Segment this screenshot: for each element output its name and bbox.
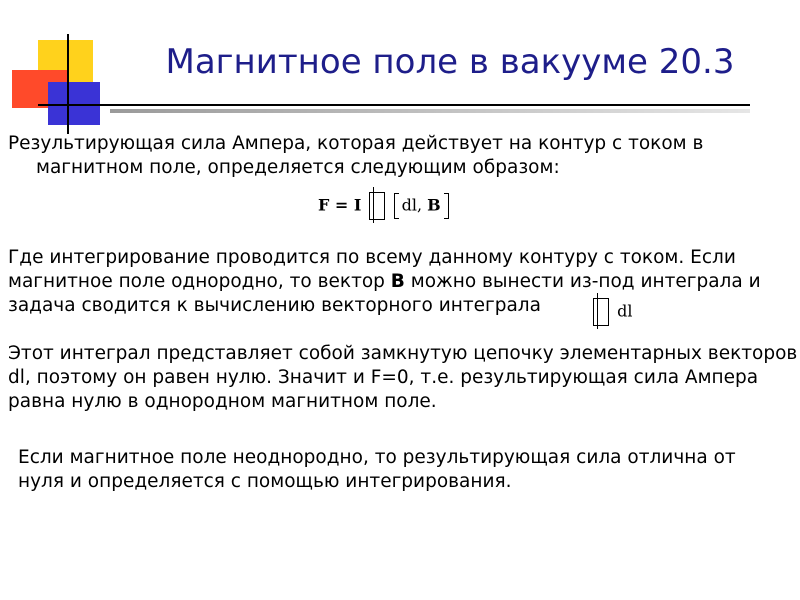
paragraph-nonuniform: Если магнитное поле неоднородно, то результирующая сила отлична от нуля и определяется с помощью интегрирования. <box>18 447 736 492</box>
formula-comma: , <box>416 195 428 215</box>
vector-integral-formula <box>590 298 632 326</box>
bracket-left <box>394 193 399 219</box>
title-underline <box>38 104 750 106</box>
closed-integral-icon <box>369 192 385 220</box>
bracket-right <box>444 193 449 219</box>
paragraph-line: магнитном поле, определяется следующим образом: <box>36 157 560 178</box>
title-underline-shadow <box>110 109 750 113</box>
formula-b: B <box>427 195 441 215</box>
formula-lhs: F = I <box>318 195 362 215</box>
ampere-force-formula <box>318 192 449 226</box>
paragraph-ampere-force <box>8 132 768 180</box>
paragraph-line: Результирующая сила Ампера, которая действует на контур с током в <box>8 133 704 154</box>
formula-dl: dl <box>617 301 633 321</box>
slide-title: Магнитное поле в вакууме 20.3 <box>165 42 735 82</box>
closed-integral-icon <box>593 298 609 326</box>
formula-dl: dl <box>401 195 417 215</box>
paragraph-zero-integral: Этот интеграл представляет собой замкнутую цепочку элементарных векторов dl, поэтому он равен нулю. Значит и F=0, т.е. результирующая сила Ампера равна нулю в однородном магнитном поле. <box>8 343 798 412</box>
decor-vertical-line <box>67 34 69 134</box>
text-segment: можно вынести из-под интеграла и задача сводится к вычислению векторного интеграла <box>8 271 761 316</box>
text-segment: Где интегрирование проводится по всему данному контуру с током. Если магнитное поле однородно, то вектор <box>8 247 736 292</box>
vector-b: B <box>390 271 405 292</box>
paragraph-integration <box>8 246 800 318</box>
